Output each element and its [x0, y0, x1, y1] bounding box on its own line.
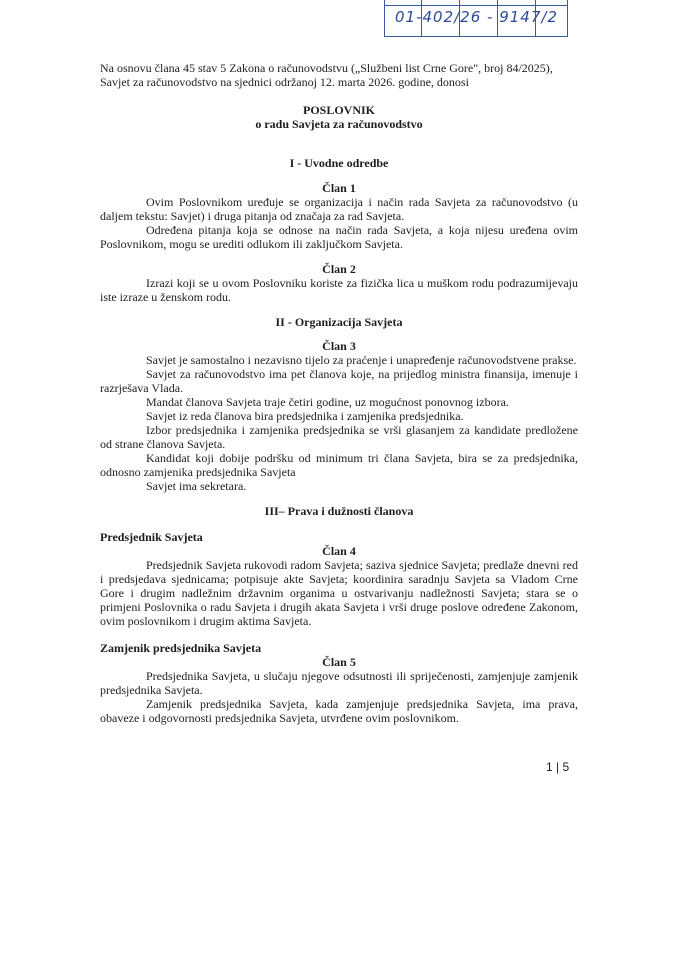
- paragraph: Izrazi koji se u ovom Poslovniku koriste za fizička lica u muškom rodu podrazumijevaju iste izraze u ženskom rodu.: [100, 276, 578, 304]
- paragraph: Savjet je samostalno i nezavisno tijelo za praćenje i unapređenje računovodstvene prakse.: [146, 353, 577, 367]
- article-heading: Predsjednik Savjeta: [100, 530, 203, 544]
- section-heading-1: I - Uvodne odredbe: [289, 156, 389, 170]
- article-2: [100, 262, 578, 304]
- paragraph: Zamjenik predsjednika Savjeta, kada zamjenjuje predsjednika Savjeta, ima prava, obaveze i odgovornosti predsjednika Savjeta, utvrđene ovim poslovnikom.: [100, 697, 578, 725]
- paragraph: Ovim Poslovnikom uređuje se organizacija i način rada Savjeta za računovodstvo (u daljem tekstu: Savjet) i druga pitanja od značaja za rad Savjeta.: [100, 195, 578, 223]
- section-heading-2: II - Organizacija Savjeta: [275, 315, 403, 329]
- article-title: Član 3: [322, 339, 356, 353]
- document-subtitle: o radu Savjeta za računovodstvo: [255, 117, 423, 131]
- article-1: [100, 181, 578, 251]
- paragraph: Savjet ima sekretara.: [146, 479, 247, 493]
- article-heading: Zamjenik predsjednika Savjeta: [100, 641, 262, 655]
- paragraph: Predsjednika Savjeta, u slučaju njegove odsutnosti ili spriječenosti, zamjenjuje zamjenik predsjednika Savjeta.: [100, 669, 578, 697]
- paragraph: Izbor predsjednika i zamjenika predsjednika se vrši glasanjem za kandidate predložene od strane članova Savjeta.: [100, 423, 578, 451]
- article-title: Član 5: [322, 655, 356, 669]
- article-title: Član 2: [322, 262, 356, 276]
- section-heading-3: III– Prava i dužnosti članova: [264, 504, 414, 518]
- paragraph: Kandidat koji dobije podršku od minimum tri člana Savjeta, bira se za predsjednika, odnosno zamjenika predsjednika Savjeta: [100, 451, 578, 479]
- page-number: 1 | 5: [546, 760, 570, 774]
- paragraph: Predsjednik Savjeta rukovodi radom Savjeta; saziva sjednice Savjeta; predlaže dnevni red i predsjedava sjednicama; potpisuje akte Savjeta; koordinira saradnju Savjeta sa Vladom Crne Gore i drugim nadležnim državnim organima u ostvarivanju nadležnosti Savjeta; stara se o primjeni Poslovnika o radu Savjeta i drugih akata Savjeta i vrši druge poslove određene Zakonom, ovim poslovnikom i drugim aktima Savjeta.: [100, 558, 578, 628]
- document-title: POSLOVNIK: [302, 103, 375, 117]
- article-title: Član 1: [322, 181, 356, 195]
- article-title: Član 4: [322, 544, 356, 558]
- paragraph: Određena pitanja koja se odnose na način rada Savjeta, a koja nijesu uređena ovim Poslovnikom, mogu se urediti odlukom ili zaključkom Savjeta.: [100, 223, 578, 251]
- article-5: [100, 641, 578, 725]
- intro-paragraph: Na osnovu člana 45 stav 5 Zakona o računovodstvu („Službeni list Crne Gore", broj 84/2025), Savjet za računovodstvo na sjednici održanoj 12. marta 2026. godine, donosi: [100, 61, 553, 89]
- article-4: [100, 530, 578, 628]
- paragraph: Savjet iz reda članova bira predsjednika i zamjenika predsjednika.: [146, 409, 464, 423]
- article-3: [100, 339, 578, 493]
- paragraph: Savjet za računovodstvo ima pet članova koje, na prijedlog ministra finansija, imenuje i razrješava Vlada.: [100, 367, 578, 395]
- registry-stamp: [384, 0, 568, 37]
- paragraph: Mandat članova Savjeta traje četiri godine, uz mogućnost ponovnog izbora.: [146, 395, 509, 409]
- stamp-number: 01-402/26 - 9147/2: [395, 8, 558, 26]
